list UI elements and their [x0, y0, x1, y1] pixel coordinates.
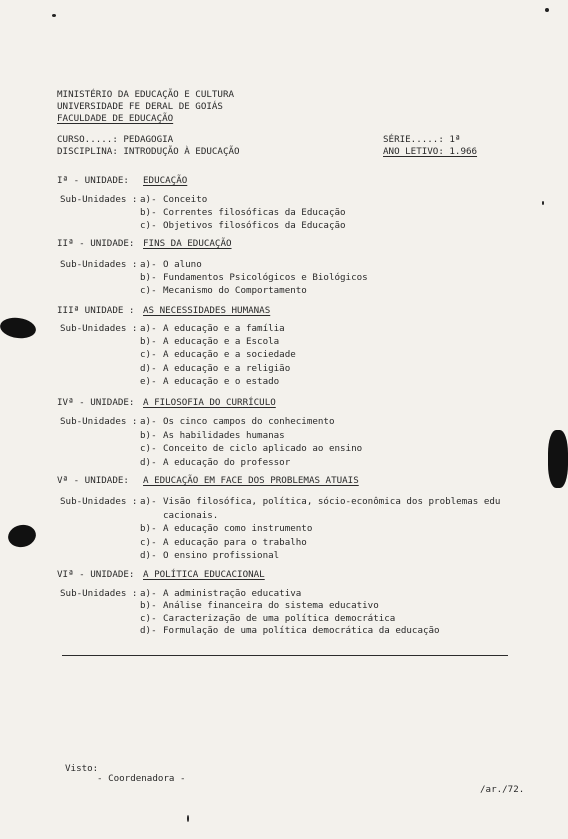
serie-field: SÉRIE.....: 1ª [383, 134, 461, 145]
sub-unit-letter: b)- [140, 600, 157, 612]
sub-unit-letter: e)- [140, 375, 157, 387]
sub-unit-item: A educação como instrumento [163, 523, 313, 534]
sub-unit-letter: d)- [140, 456, 157, 468]
sub-unidades-label: Sub-Unidades : [60, 194, 138, 205]
unit-label: IIIª UNIDADE : [57, 305, 135, 316]
sub-unit-item: O ensino profissional [163, 550, 280, 561]
sub-unit-letter: a)- [140, 588, 157, 599]
sub-unidades-label: Sub-Unidades : [60, 259, 138, 270]
unit-title: A EDUCAÇÃO EM FACE DOS PROBLEMAS ATUAIS [143, 475, 359, 486]
unit-label: Vª - UNIDADE: [57, 475, 129, 486]
sub-unit-letter: b)- [140, 429, 157, 441]
sub-unit-item: Conceito [163, 194, 208, 205]
sub-unit-letter: a)- [140, 496, 157, 507]
sub-unit-letter: d)- [140, 362, 157, 374]
sub-unit-letter: c)- [140, 443, 157, 454]
sub-unit-letter: a)- [140, 259, 157, 270]
sub-unit-letter: c)- [140, 285, 157, 296]
sub-unit-item: A educação para o trabalho [163, 536, 307, 548]
speck-2 [545, 8, 549, 12]
unit-label: VIª - UNIDADE: [57, 569, 135, 580]
sub-unit-item: Análise financeira do sistema educativo [163, 600, 379, 612]
sub-unit-item: Conceito de ciclo aplicado ao ensino [163, 443, 363, 454]
coordenadora-label: - Coordenadora - [97, 773, 186, 784]
sub-unit-item: As habilidades humanas [163, 429, 285, 441]
sub-unidades-label: Sub-Unidades : [60, 496, 138, 507]
sub-unit-item: A educação e a religião [163, 362, 291, 374]
ministry-line: MINISTÉRIO DA EDUCAÇÃO E CULTURA [57, 89, 235, 100]
sub-unit-item: A educação e o estado [163, 375, 280, 387]
sub-unit-item: Objetivos filosóficos da Educação [163, 220, 346, 231]
sub-unit-letter: b)- [140, 207, 157, 218]
ink-blot-left-2 [6, 522, 38, 549]
speck-3 [542, 201, 544, 205]
unit-title: A POLÍTICA EDUCACIONAL [143, 569, 265, 580]
sub-unit-item: Visão filosófica, política, sócio-econômica dos problemas edu [163, 496, 501, 507]
unit-title: EDUCAÇÃO [143, 175, 188, 186]
ink-blot-right [548, 430, 568, 488]
disciplina-field: DISCIPLINA: INTRODUÇÃO À EDUCAÇÃO [57, 146, 240, 157]
sub-unit-item: A educação e a sociedade [163, 349, 296, 361]
sub-unit-item: Formulação de uma política democrática da educação [163, 624, 440, 636]
sub-unit-letter: b)- [140, 272, 157, 283]
university-line: UNIVERSIDADE FE DERAL DE GOIÁS [57, 101, 223, 112]
sub-unit-item: Os cinco campos do conhecimento [163, 416, 335, 427]
sub-unit-letter: a)- [140, 194, 157, 205]
bottom-rule [62, 655, 508, 656]
sub-unit-item: Correntes filosóficas da Educação [163, 207, 346, 218]
sub-unit-letter: c)- [140, 612, 157, 624]
sub-unit-letter: d)- [140, 550, 157, 561]
unit-title: FINS DA EDUCAÇÃO [143, 238, 232, 249]
unit-label: IIª - UNIDADE: [57, 238, 135, 249]
sub-unit-letter: b)- [140, 523, 157, 534]
sub-unit-item: A educação e a família [163, 323, 285, 334]
sub-unit-letter: a)- [140, 416, 157, 427]
ano-letivo-field: ANO LETIVO: 1.966 [383, 146, 478, 157]
sub-unit-letter: c)- [140, 349, 157, 361]
reference-code: /ar./72. [480, 784, 525, 795]
speck-4 [187, 815, 189, 822]
unit-label: IVª - UNIDADE: [57, 397, 135, 408]
sub-unit-item-continuation: cacionais. [163, 509, 219, 521]
sub-unit-letter: a)- [140, 323, 157, 334]
sub-unit-item: O aluno [163, 259, 202, 270]
sub-unit-item: Fundamentos Psicológicos e Biológicos [163, 272, 368, 283]
sub-unit-item: A educação do professor [163, 456, 291, 468]
sub-unit-item: A educação e a Escola [163, 336, 280, 348]
sub-unit-letter: c)- [140, 220, 157, 231]
unit-title: AS NECESSIDADES HUMANAS [143, 305, 271, 316]
faculty-line: FACULDADE DE EDUCAÇÃO [57, 113, 174, 124]
curso-field: CURSO.....: PEDAGOGIA [57, 134, 174, 145]
sub-unit-letter: d)- [140, 624, 157, 636]
sub-unit-letter: b)- [140, 336, 157, 348]
sub-unit-letter: c)- [140, 536, 157, 548]
ink-blot-left-1 [0, 316, 37, 341]
visto-label: Visto: [65, 763, 99, 774]
sub-unit-item: A administração educativa [163, 588, 302, 599]
sub-unidades-label: Sub-Unidades : [60, 588, 138, 599]
speck-1 [52, 14, 56, 17]
unit-label: Iª - UNIDADE: [57, 175, 129, 186]
sub-unit-item: Caracterização de uma política democrática [163, 612, 396, 624]
unit-title: A FILOSOFIA DO CURRÍCULO [143, 397, 276, 408]
sub-unidades-label: Sub-Unidades : [60, 323, 138, 334]
sub-unit-item: Mecanismo do Comportamento [163, 285, 307, 296]
sub-unidades-label: Sub-Unidades : [60, 416, 138, 427]
